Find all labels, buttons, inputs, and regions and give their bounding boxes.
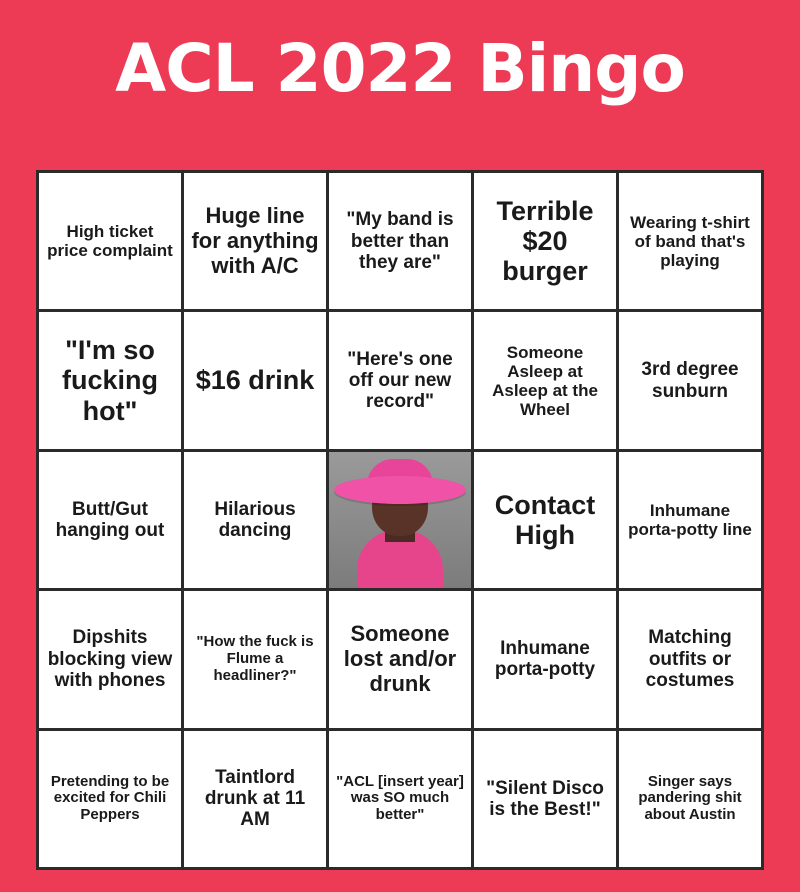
bingo-cell-label: "Here's one off our new record" [347,348,453,413]
bingo-cell[interactable] [184,312,326,448]
bingo-cell[interactable] [329,173,471,309]
bingo-cell[interactable] [619,173,761,309]
bingo-grid [36,170,764,870]
bingo-cell[interactable] [474,452,616,588]
bingo-cell[interactable] [39,731,181,867]
bingo-cell[interactable] [619,312,761,448]
bingo-cell[interactable] [474,731,616,867]
bingo-cell[interactable] [474,312,616,448]
bingo-cell-label: "Silent Disco is the Best!" [486,777,604,820]
bingo-cell-label: Inhumane porta-potty line [628,500,752,539]
cowboy-hat-brim [334,476,466,504]
bingo-cell[interactable] [619,731,761,867]
bingo-free-space-image [329,452,471,588]
bingo-cell[interactable] [39,173,181,309]
bingo-cell-label: Someone lost and/or drunk [343,621,457,696]
bingo-cell[interactable] [474,591,616,727]
bingo-cell-label: Huge line for anything with A/C [191,203,319,278]
bingo-cell[interactable] [39,591,181,727]
bingo-cell-label: Hilarious dancing [214,498,296,541]
bingo-cell-label: Contact High [494,489,596,550]
bingo-cell[interactable] [184,731,326,867]
bingo-cell-label: Dipshits blocking view with phones [47,627,173,692]
bingo-cell-label: "ACL [insert year] was SO much better" [336,772,464,824]
bingo-cell[interactable] [184,452,326,588]
bingo-cell[interactable] [619,452,761,588]
bingo-cell-label: "How the fuck is Flume a headliner?" [196,633,314,684]
page-title: ACL 2022 Bingo [115,30,685,107]
bingo-cell[interactable] [474,173,616,309]
bingo-cell-label: High ticket price complaint [47,222,173,261]
bingo-cell-label: Taintlord drunk at 11 AM [204,766,306,831]
bingo-cell-label: Terrible $20 burger [496,195,594,287]
bingo-cell-label: Pretending to be excited for Chili Peppers [50,772,170,824]
bingo-cell-label: Butt/Gut hanging out [55,498,165,541]
bingo-cell-label: Wearing t-shirt of band that's playing [630,212,750,270]
bingo-cell[interactable] [184,173,326,309]
bingo-cell[interactable] [329,591,471,727]
bingo-cell[interactable] [39,452,181,588]
bingo-cell[interactable] [329,312,471,448]
bingo-cell[interactable] [39,312,181,448]
bingo-cell-label: 3rd degree sunburn [641,359,739,402]
bingo-cell-label: $16 drink [195,365,315,396]
bingo-cell[interactable] [619,591,761,727]
bingo-cell[interactable] [329,731,471,867]
bingo-cell-label: "I'm so fucking hot" [61,335,158,426]
bingo-cell-label: Inhumane porta-potty [494,638,596,681]
bingo-cell[interactable] [184,591,326,727]
bingo-cell-label: "My band is better than they are" [346,209,454,273]
bingo-cell-label: Singer says pandering shit about Austin [638,772,742,824]
bingo-cell-label: Someone Asleep at Asleep at the Wheel [492,342,598,419]
lil-nas-x-pink-cowboy-hat-photo [329,452,471,588]
bingo-cell-label: Matching outfits or costumes [645,627,735,692]
